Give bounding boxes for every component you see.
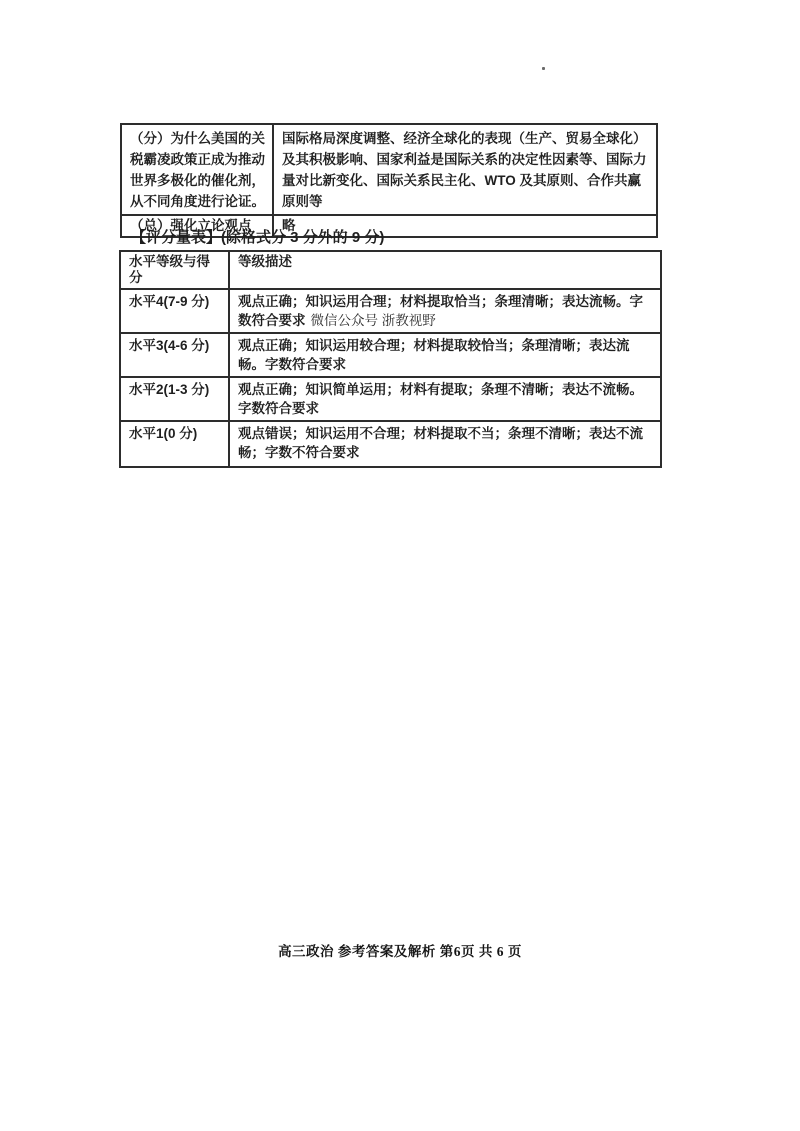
rubric-level-cell: 水平2(1-3 分) xyxy=(120,377,229,421)
rubric-row xyxy=(120,421,661,467)
rubric-description-text: 观点正确；知识运用合理；材料提取恰当；条理清晰；表达流畅。字数符合要求 xyxy=(238,294,643,328)
rubric-description-cell: 观点错误；知识运用不合理；材料提取不当；条理不清晰；表达不流畅；字数不符合要求 xyxy=(229,421,661,467)
rubric-table xyxy=(119,250,662,468)
rubric-level-cell: 水平4(7-9 分) xyxy=(120,289,229,333)
answer-point-label-cell: （总）强化立论观点 xyxy=(121,215,273,237)
rubric-description-cell: 观点正确；知识简单运用；材料有提取；条理不清晰；表达不流畅。字数符合要求 xyxy=(229,377,661,421)
rubric-caption: 【评分量表】(除格式分 3 分外的 9 分) xyxy=(131,229,385,246)
rubric-level-cell: 水平1(0 分) xyxy=(120,421,229,467)
rubric-row xyxy=(120,289,661,333)
rubric-header-description: 等级描述 xyxy=(229,251,661,289)
answer-point-content-cell: 略 xyxy=(273,215,657,237)
answer-point-content-cell: 国际格局深度调整、经济全球化的表现（生产、贸易全球化）及其积极影响、国家利益是国际关系的决定性因素等、国际力量对比新变化、国际关系民主化、WTO 及其原则、合作共赢原则等 xyxy=(273,124,657,215)
rubric-description-cell: 观点正确；知识运用较合理；材料提取较恰当；条理清晰；表达流畅。字数符合要求 xyxy=(229,333,661,377)
wechat-watermark: 微信公众号 浙教视野 xyxy=(310,313,436,328)
rubric-level-cell: 水平3(4-6 分) xyxy=(120,333,229,377)
rubric-header-level: 水平等级与得分 xyxy=(120,251,229,289)
rubric-header-row xyxy=(120,251,661,289)
rubric-row xyxy=(120,377,661,421)
answer-row xyxy=(121,124,657,215)
rubric-row xyxy=(120,333,661,377)
scan-artifact-dot xyxy=(542,67,545,70)
page-footer: 高三政治 参考答案及解析 第6页 共 6 页 xyxy=(278,944,522,959)
answer-point-label-cell: （分）为什么美国的关税霸凌政策正成为推动世界多极化的催化剂，从不同角度进行论证。 xyxy=(121,124,273,215)
answer-points-table xyxy=(120,123,658,238)
rubric-description-cell xyxy=(229,289,661,333)
